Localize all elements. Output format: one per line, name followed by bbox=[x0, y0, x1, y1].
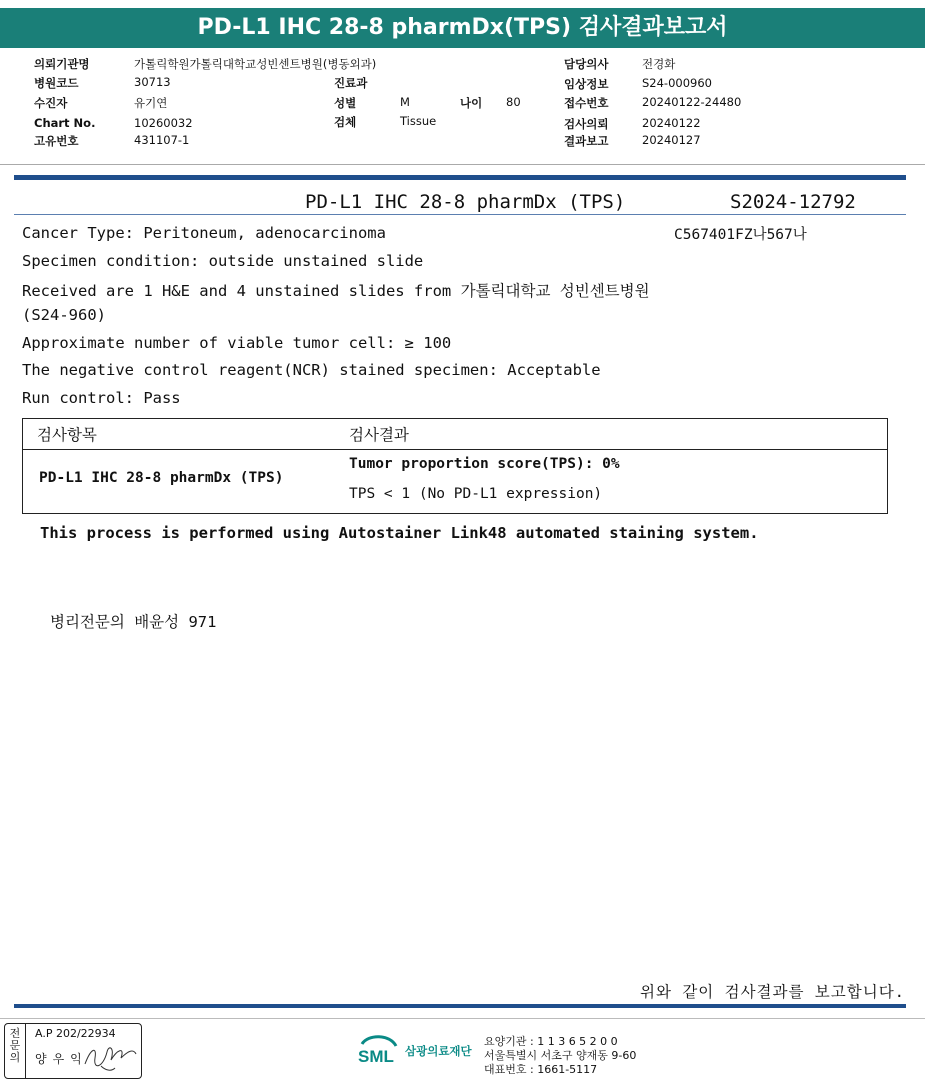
receipt-value: 20240122-24480 bbox=[642, 95, 742, 109]
table-header-rule bbox=[23, 449, 887, 450]
received-line: Received are 1 H&E and 4 unstained slides from 가톨릭대학교 성빈센트병원 bbox=[22, 282, 650, 300]
doctor-value: 전경화 bbox=[642, 57, 676, 71]
top-blue-rule bbox=[14, 175, 906, 180]
col-header-result: 검사결과 bbox=[349, 426, 409, 444]
header-divider bbox=[0, 164, 925, 165]
slide-id-line: (S24-960) bbox=[22, 306, 106, 324]
stamp-divider bbox=[25, 1024, 26, 1078]
specimen-label: 검체 bbox=[334, 115, 357, 129]
hospital-code-label: 병원코드 bbox=[34, 76, 79, 90]
sex-value: M bbox=[400, 95, 410, 109]
clinical-value: S24-000960 bbox=[642, 76, 712, 90]
report-name: PD-L1 IHC 28-8 pharmDx (TPS) bbox=[305, 191, 626, 213]
logo-mark-text: SML bbox=[358, 1047, 394, 1066]
closing-statement: 위와 같이 검사결과를 보고합니다. bbox=[640, 983, 905, 1001]
cancer-type-line: Cancer Type: Peritoneum, adenocarcinoma bbox=[22, 224, 386, 242]
chart-no-value: 10260032 bbox=[134, 116, 193, 130]
ncr-line: The negative control reagent(NCR) stained specimen: Acceptable bbox=[22, 361, 601, 379]
institution-value: 가톨릭학원가톨릭대학교성빈센트병원(병동외과) bbox=[134, 57, 377, 71]
viable-cell-line: Approximate number of viable tumor cell: ≥ 100 bbox=[22, 334, 452, 352]
pathologist-signature: 병리전문의 배윤성 971 bbox=[50, 613, 217, 631]
footer-divider bbox=[0, 1018, 925, 1019]
age-value: 80 bbox=[506, 95, 521, 109]
ap-number: A.P 202/22934 bbox=[35, 1027, 116, 1040]
unique-no-label: 고유번호 bbox=[34, 134, 79, 148]
specialist-name: 양우익 bbox=[35, 1052, 88, 1066]
phone: 대표번호 : 1661-5117 bbox=[484, 1063, 598, 1076]
handwritten-signature bbox=[81, 1038, 139, 1074]
sml-logo bbox=[356, 1032, 400, 1070]
process-note: This process is performed using Autostainer Link48 automated staining system. bbox=[40, 524, 759, 542]
run-control-line: Run control: Pass bbox=[22, 389, 181, 407]
address: 서울특별시 서초구 양재동 9-60 bbox=[484, 1049, 637, 1062]
report-title-bar: PD-L1 IHC 28-8 pharmDx(TPS) 검사결과보고서 bbox=[0, 8, 925, 48]
test-item: PD-L1 IHC 28-8 pharmDx (TPS) bbox=[39, 470, 284, 486]
hospital-code-value: 30713 bbox=[134, 75, 171, 89]
sex-label: 성별 bbox=[334, 96, 357, 110]
report-number: S2024-12792 bbox=[730, 191, 856, 213]
report-date-label: 결과보고 bbox=[564, 134, 609, 148]
report-date: 20240127 bbox=[642, 133, 701, 147]
receipt-label: 접수번호 bbox=[564, 96, 609, 110]
request-date: 20240122 bbox=[642, 116, 701, 130]
tps-interpretation: TPS < 1 (No PD-L1 expression) bbox=[349, 486, 603, 502]
tps-score: Tumor proportion score(TPS): 0% bbox=[349, 456, 620, 472]
specialist-label: 전문의 bbox=[9, 1027, 21, 1064]
dept-label: 진료과 bbox=[334, 76, 368, 90]
chart-no-label: Chart No. bbox=[34, 116, 96, 130]
request-label: 검사의뢰 bbox=[564, 117, 609, 131]
specimen-condition-line: Specimen condition: outside unstained slide bbox=[22, 252, 424, 270]
unique-no-value: 431107-1 bbox=[134, 133, 190, 147]
specimen-value: Tissue bbox=[400, 114, 437, 128]
org-name: 삼광의료재단 bbox=[405, 1044, 472, 1058]
col-header-item: 검사항목 bbox=[37, 426, 97, 444]
clinical-label: 임상정보 bbox=[564, 77, 609, 91]
specialist-stamp-box bbox=[4, 1023, 142, 1079]
age-label: 나이 bbox=[460, 96, 483, 110]
facility-code: 요양기관 : 1 1 3 6 5 2 0 0 bbox=[484, 1035, 618, 1048]
recipient-value: 유기연 bbox=[134, 96, 168, 110]
institution-label: 의뢰기관명 bbox=[34, 57, 90, 71]
bottom-blue-rule bbox=[14, 1004, 906, 1008]
doctor-label: 담당의사 bbox=[564, 57, 609, 71]
title-underline bbox=[14, 214, 906, 215]
result-table bbox=[22, 418, 888, 514]
recipient-label: 수진자 bbox=[34, 96, 68, 110]
reference-code: C567401FZ나567나 bbox=[674, 227, 807, 243]
